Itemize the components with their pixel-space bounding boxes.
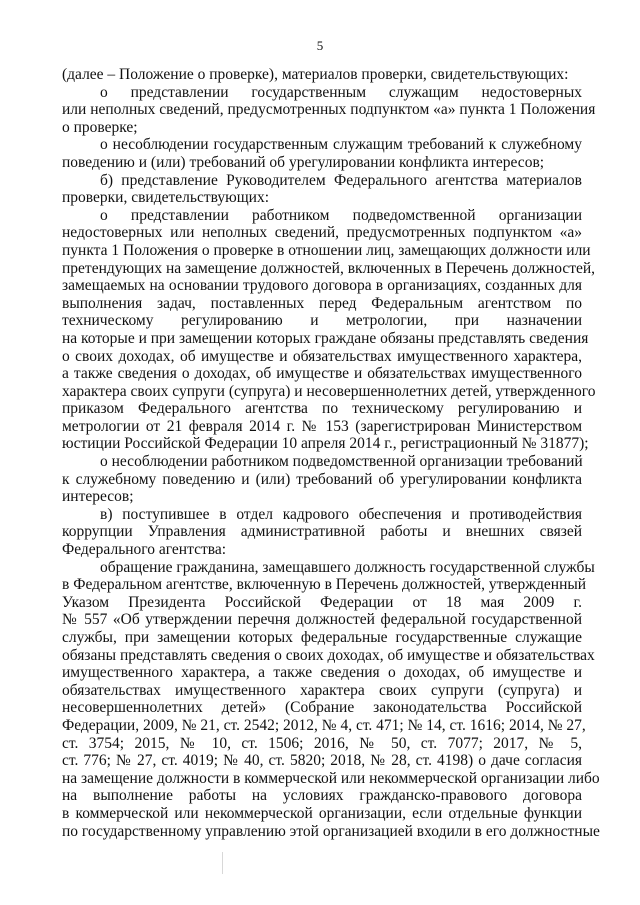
text-line: приказом Федерального агентства по техническому регулированию и xyxy=(62,400,582,418)
text-line: (далее – Положение о проверке), материалов проверки, свидетельствующих: xyxy=(62,66,569,83)
text-line: обязаны представлять сведения о своих доходах, об имуществе и обязательствах xyxy=(62,646,595,664)
text-line: характера своих супруги (супруга) и несовершеннолетних детей, утвержденного xyxy=(62,382,596,400)
text-line: на замещение должности в коммерческой или некоммерческой организации либо xyxy=(62,769,600,787)
text-line: претендующих на замещение должностей, включенных в Перечень должностей, xyxy=(62,259,596,277)
text-line: б) представление Руководителем Федерального агентства материалов xyxy=(100,171,582,189)
text-line: службы, при замещении которых федеральные государственные служащие xyxy=(62,629,582,646)
text-line: о несоблюдении государственным служащим требований к служебному xyxy=(100,136,582,154)
text-line: Федерального агентства: xyxy=(62,541,227,559)
text-line: юстиции Российской Федерации 10 апреля 2014 г., регистрационный № 31877); xyxy=(62,435,589,453)
text-line: несовершеннолетних детей» (Собрание законодательства Российской xyxy=(62,699,582,717)
page-number: 5 xyxy=(316,38,324,53)
text-line: на выполнение работы на условиях гражданско-правового договора xyxy=(62,787,582,805)
text-line: № 557 «Об утверждении перечня должностей федеральной государственной xyxy=(62,611,582,629)
text-line: а также сведения о доходах, об имуществе и обязательствах имущественного xyxy=(62,365,582,383)
text-line: в коммерческой или некоммерческой организации, если отдельные функции xyxy=(62,804,582,822)
text-line: о представлении работником подведомственной организации xyxy=(100,206,582,224)
text-line: ст. 3754; 2015, № 10, ст. 1506; 2016, № 50, ст. 7077; 2017, № 5, xyxy=(62,734,582,752)
text-line: замещаемых на основании трудового договора в организациях, созданных для xyxy=(62,277,582,295)
text-line: или неполных сведений, предусмотренных подпунктом «а» пункта 1 Положения xyxy=(62,101,596,119)
text-line: интересов; xyxy=(62,488,134,506)
text-line: о своих доходах, об имуществе и обязательствах имущественного характера, xyxy=(62,347,582,365)
text-line: обращение гражданина, замещавшего должность государственной службы xyxy=(100,558,595,576)
text-line: метрологии от 21 февраля 2014 г. № 153 (зарегистрирован Министерством xyxy=(62,417,582,435)
text-line: по государственному управлению этой организацией входили в его должностные xyxy=(62,822,600,840)
text-line: поведению и (или) требований об урегулировании конфликта интересов; xyxy=(62,153,545,171)
body-text xyxy=(62,66,600,840)
text-line: в) поступившее в отдел кадрового обеспечения и противодействия xyxy=(100,505,582,523)
text-line: недостоверных или неполных сведений, предусмотренных подпунктом «а» xyxy=(62,224,582,242)
text-line: коррупции Управления административной работы и внешних связей xyxy=(62,523,582,541)
text-line: на которые и при замещении которых граждане обязаны представлять сведения xyxy=(62,329,589,347)
text-line: Федерации, 2009, № 21, ст. 2542; 2012, № 4, ст. 471; № 14, ст. 1616; 2014, № 27, xyxy=(62,716,586,734)
scan-mark xyxy=(222,852,223,874)
text-line: о представлении государственным служащим недостоверных xyxy=(100,83,582,101)
text-line: выполнения задач, поставленных перед Федеральным агентством по xyxy=(62,294,582,312)
text-line: проверки, свидетельствующих: xyxy=(62,189,270,207)
text-line: ст. 776; № 27, ст. 4019; № 40, ст. 5820; 2018, № 28, ст. 4198) о даче согласия xyxy=(62,752,582,770)
text-line: о несоблюдении работником подведомственной организации требований xyxy=(100,453,583,471)
text-line: в Федеральном агентстве, включенную в Перечень должностей, утвержденный xyxy=(62,576,587,594)
text-line: о проверке; xyxy=(62,118,138,136)
text-line: Указом Президента Российской Федерации от 18 мая 2009 г. xyxy=(62,593,582,611)
text-line: техническому регулированию и метрологии, при назначении xyxy=(62,312,582,330)
text-line: имущественного характера, а также сведения о доходах, об имуществе и xyxy=(62,664,582,682)
text-line: обязательствах имущественного характера своих супруги (супруга) и xyxy=(62,681,582,699)
text-line: к служебному поведению и (или) требований об урегулировании конфликта xyxy=(62,470,582,488)
text-line: пункта 1 Положения о проверке в отношении лиц, замещающих должности или xyxy=(62,241,591,259)
